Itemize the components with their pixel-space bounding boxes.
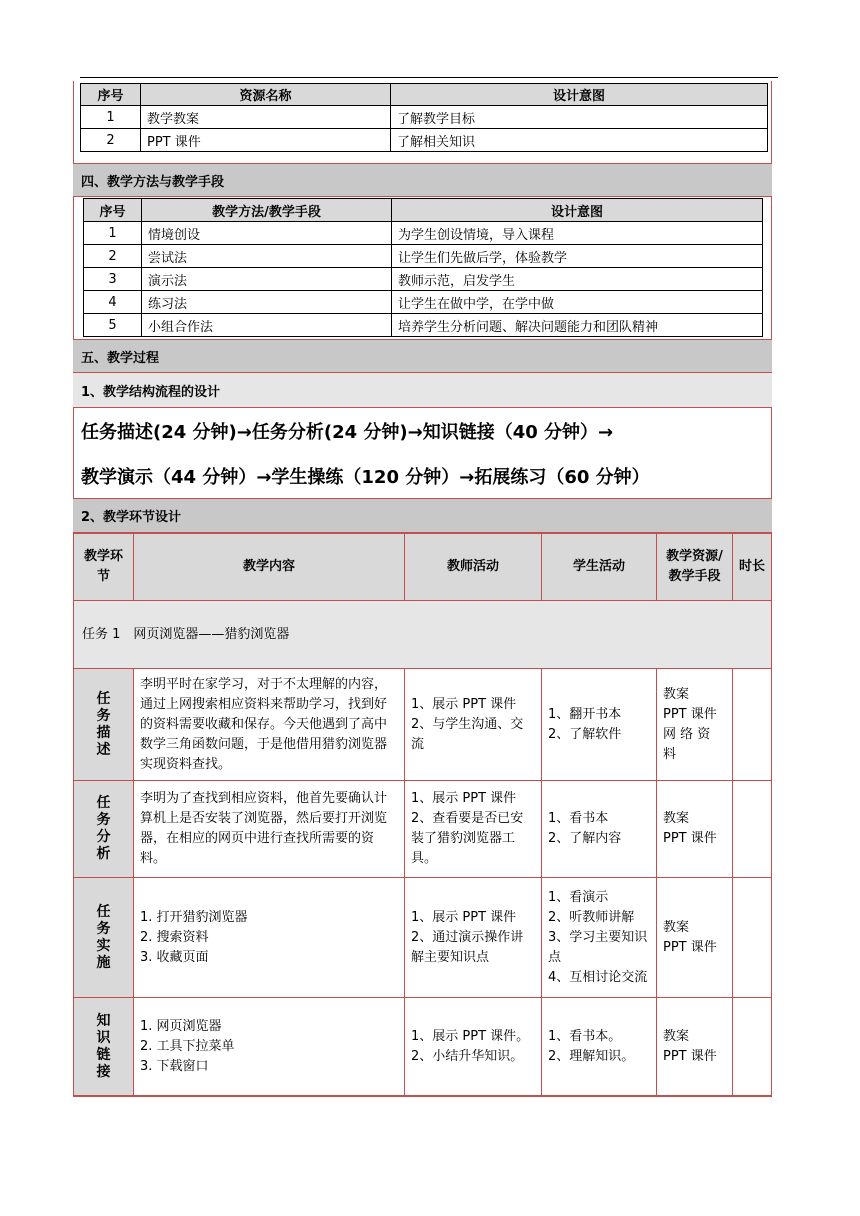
cell-resource-name: 教学教案 (141, 106, 391, 129)
cell-intent: 教师示范，启发学生 (392, 268, 763, 291)
section-heading-methods: 四、教学方法与教学手段 (73, 163, 772, 197)
teaching-steps-table (73, 533, 772, 1096)
table-row (74, 669, 772, 781)
col-header-resource-name: 资源名称 (141, 84, 391, 106)
student-cell: 1、看书本。 2、理解知识。 (542, 998, 657, 1096)
cell-resource-name: PPT 课件 (141, 129, 391, 152)
cell-index: 2 (81, 129, 141, 152)
col-header-teacher: 教师活动 (405, 534, 542, 601)
table-row (74, 878, 772, 998)
content-cell: 1. 打开猎豹浏览器 2. 搜索资料 3. 收藏页面 (134, 878, 405, 998)
table-row (84, 314, 763, 337)
duration-cell (733, 878, 772, 998)
content-cell: 李明平时在家学习，对于不太理解的内容，通过上网搜索相应资料来帮助学习，找到好的资料需要收藏和保存。今天他遇到了高中数学三角函数问题，于是他借用猎豹浏览器实现资料查找。 (134, 669, 405, 781)
teaching-flow (73, 408, 772, 498)
resource-cell: 教案 PPT 课件 (657, 998, 733, 1096)
teacher-cell: 1、展示 PPT 课件 2、通过演示操作讲解主要知识点 (405, 878, 542, 998)
cell-index: 4 (84, 291, 142, 314)
table-row (84, 245, 763, 268)
cell-index: 5 (84, 314, 142, 337)
teacher-cell: 1、展示 PPT 课件 2、与学生沟通、交流 (405, 669, 542, 781)
teacher-cell: 1、展示 PPT 课件。 2、小结升华知识。 (405, 998, 542, 1096)
col-header-section: 教学环节 (74, 534, 134, 601)
teacher-cell: 1、展示 PPT 课件 2、查看要是否已安装了猎豹浏览器工具。 (405, 781, 542, 878)
cell-method: 尝试法 (142, 245, 392, 268)
duration-cell (733, 781, 772, 878)
cell-method: 演示法 (142, 268, 392, 291)
table-row (81, 129, 768, 152)
col-header-resource: 教学资源/教学手段 (657, 534, 733, 601)
duration-cell (733, 669, 772, 781)
subheading-step-design: 2、教学环节设计 (73, 498, 772, 533)
table-row (84, 268, 763, 291)
section-label: 任务实施 (74, 878, 134, 998)
resource-cell: 教案 PPT 课件 网 络 资 料 (657, 669, 733, 781)
cell-method: 练习法 (142, 291, 392, 314)
col-header-method: 教学方法/教学手段 (142, 199, 392, 222)
cell-intent: 为学生创设情境，导入课程 (392, 222, 763, 245)
task-title: 任务 1 网页浏览器——猎豹浏览器 (74, 601, 772, 669)
cell-intent: 了解教学目标 (391, 106, 768, 129)
subheading-flow-design: 1、教学结构流程的设计 (73, 373, 772, 408)
col-header-index: 序号 (81, 84, 141, 106)
cell-intent: 了解相关知识 (391, 129, 768, 152)
section-label: 任务分析 (74, 781, 134, 878)
cell-intent: 让学生们先做后学，体验教学 (392, 245, 763, 268)
col-header-content: 教学内容 (134, 534, 405, 601)
cell-method: 小组合作法 (142, 314, 392, 337)
col-header-intent: 设计意图 (392, 199, 763, 222)
student-cell: 1、看书本 2、了解内容 (542, 781, 657, 878)
student-cell: 1、看演示 2、听教师讲解 3、学习主要知识点 4、互相讨论交流 (542, 878, 657, 998)
section-label: 任务描述 (74, 669, 134, 781)
cell-index: 2 (84, 245, 142, 268)
cell-intent: 让学生在做中学，在学中做 (392, 291, 763, 314)
cell-index: 3 (84, 268, 142, 291)
flow-line-1: 任务描述(24 分钟)→任务分析(24 分钟)→知识链接（40 分钟）→ (81, 421, 614, 443)
col-header-duration: 时长 (733, 534, 772, 601)
content-cell: 1. 网页浏览器 2. 工具下拉菜单 3. 下载窗口 (134, 998, 405, 1096)
flow-line-2: 教学演示（44 分钟）→学生操练（120 分钟）→拓展练习（60 分钟） (81, 466, 650, 488)
table-row (84, 291, 763, 314)
col-header-intent: 设计意图 (391, 84, 768, 106)
table-row (81, 106, 768, 129)
col-header-student: 学生活动 (542, 534, 657, 601)
duration-cell (733, 998, 772, 1096)
content-cell: 李明为了查找到相应资料，他首先要确认计算机上是否安装了浏览器，然后要打开浏览器，在相应的网页中进行查找所需要的资料。 (134, 781, 405, 878)
resources-table (80, 83, 768, 152)
section-heading-process: 五、教学过程 (73, 339, 772, 373)
student-cell: 1、翻开书本 2、了解软件 (542, 669, 657, 781)
table-row (74, 781, 772, 878)
section-label: 知识链接 (74, 998, 134, 1096)
cell-index: 1 (84, 222, 142, 245)
cell-method: 情境创设 (142, 222, 392, 245)
header-rule (80, 77, 778, 78)
table-row (84, 222, 763, 245)
resource-cell: 教案 PPT 课件 (657, 781, 733, 878)
methods-table (83, 198, 763, 337)
col-header-index: 序号 (84, 199, 142, 222)
cell-intent: 培养学生分析问题、解决问题能力和团队精神 (392, 314, 763, 337)
resource-cell: 教案 PPT 课件 (657, 878, 733, 998)
table-row (74, 998, 772, 1096)
cell-index: 1 (81, 106, 141, 129)
